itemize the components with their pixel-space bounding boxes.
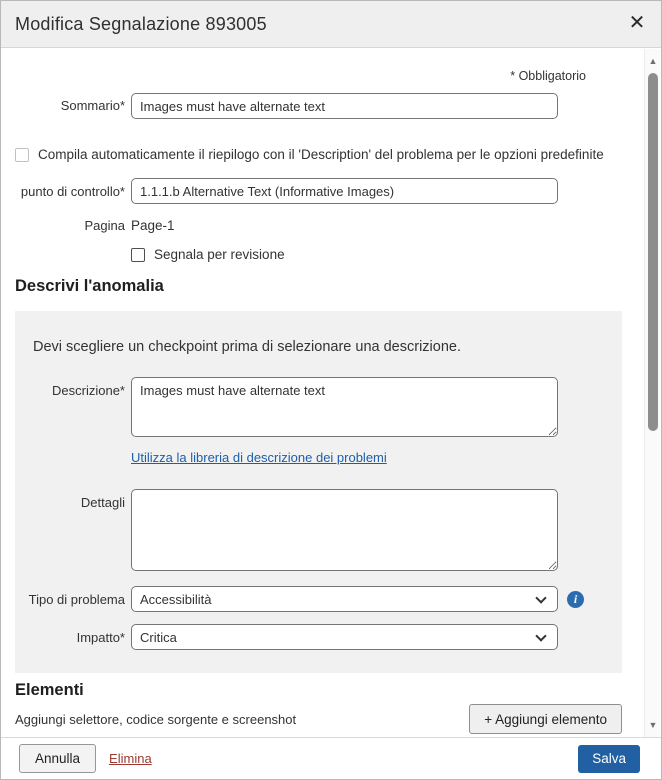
impact-label: Impatto* <box>76 630 125 645</box>
save-button[interactable]: Salva <box>578 745 640 773</box>
scroll-down-icon[interactable]: ▼ <box>648 720 658 730</box>
chevron-down-icon <box>535 592 546 603</box>
checkpoint-label: punto di controllo* <box>20 184 125 199</box>
impact-row <box>15 624 622 650</box>
delete-link[interactable]: Elimina <box>109 751 152 766</box>
issue-type-label: Tipo di problema <box>28 592 125 607</box>
elements-row <box>15 704 622 734</box>
review-checkbox[interactable] <box>131 248 145 262</box>
info-icon[interactable]: i <box>567 591 584 608</box>
description-textarea[interactable] <box>131 377 558 437</box>
description-label: Descrizione* <box>52 383 125 398</box>
add-element-button[interactable]: + Aggiungi elemento <box>469 704 622 734</box>
page-label: Pagina <box>84 218 125 233</box>
summary-label: Sommario* <box>60 98 125 113</box>
elements-section-heading: Elementi <box>15 681 84 699</box>
autofill-checkbox[interactable] <box>15 148 29 162</box>
checkpoint-row <box>15 178 620 204</box>
details-label: Dettagli <box>80 495 125 510</box>
autofill-checkbox-label: Compila automaticamente il riepilogo con il 'Description' del problema per le opzioni predefinite <box>38 147 604 162</box>
close-button[interactable] <box>621 7 653 39</box>
issue-type-row <box>15 586 622 612</box>
autofill-checkbox-row <box>15 147 620 162</box>
checkpoint-notice: Devi scegliere un checkpoint prima di selezionare una descrizione. <box>33 339 461 355</box>
required-note: * Obbligatorio <box>510 69 586 83</box>
issue-type-selected-value: Accessibilità <box>140 591 212 607</box>
summary-row <box>15 93 620 119</box>
scrollbar-thumb[interactable] <box>648 73 658 431</box>
describe-panel <box>15 311 622 673</box>
dialog-body <box>1 49 644 737</box>
description-library-link[interactable]: Utilizza la libreria di descrizione dei problemi <box>131 450 387 465</box>
impact-selected-value: Critica <box>140 629 177 645</box>
impact-select[interactable] <box>131 624 558 650</box>
chevron-down-icon <box>535 630 546 641</box>
page-value: Page-1 <box>131 218 175 233</box>
checkpoint-input[interactable] <box>131 178 558 204</box>
library-link-row <box>15 449 622 467</box>
describe-section-heading: Descrivi l'anomalia <box>15 277 164 295</box>
scroll-up-icon[interactable]: ▲ <box>648 56 658 66</box>
dialog-title: Modifica Segnalazione 893005 <box>15 13 267 34</box>
summary-input[interactable] <box>131 93 558 119</box>
review-row <box>15 247 620 262</box>
vertical-scrollbar[interactable] <box>644 49 660 737</box>
review-checkbox-label: Segnala per revisione <box>154 247 285 262</box>
page-row <box>15 218 620 233</box>
description-row <box>15 377 622 442</box>
cancel-button[interactable]: Annulla <box>19 744 96 773</box>
issue-type-select[interactable] <box>131 586 558 612</box>
details-textarea[interactable] <box>131 489 558 571</box>
elements-subtitle: Aggiungi selettore, codice sorgente e screenshot <box>15 711 297 727</box>
close-icon: ✕ <box>628 12 646 34</box>
details-row <box>15 489 622 576</box>
dialog-footer <box>1 737 661 779</box>
dialog-header <box>1 1 661 48</box>
